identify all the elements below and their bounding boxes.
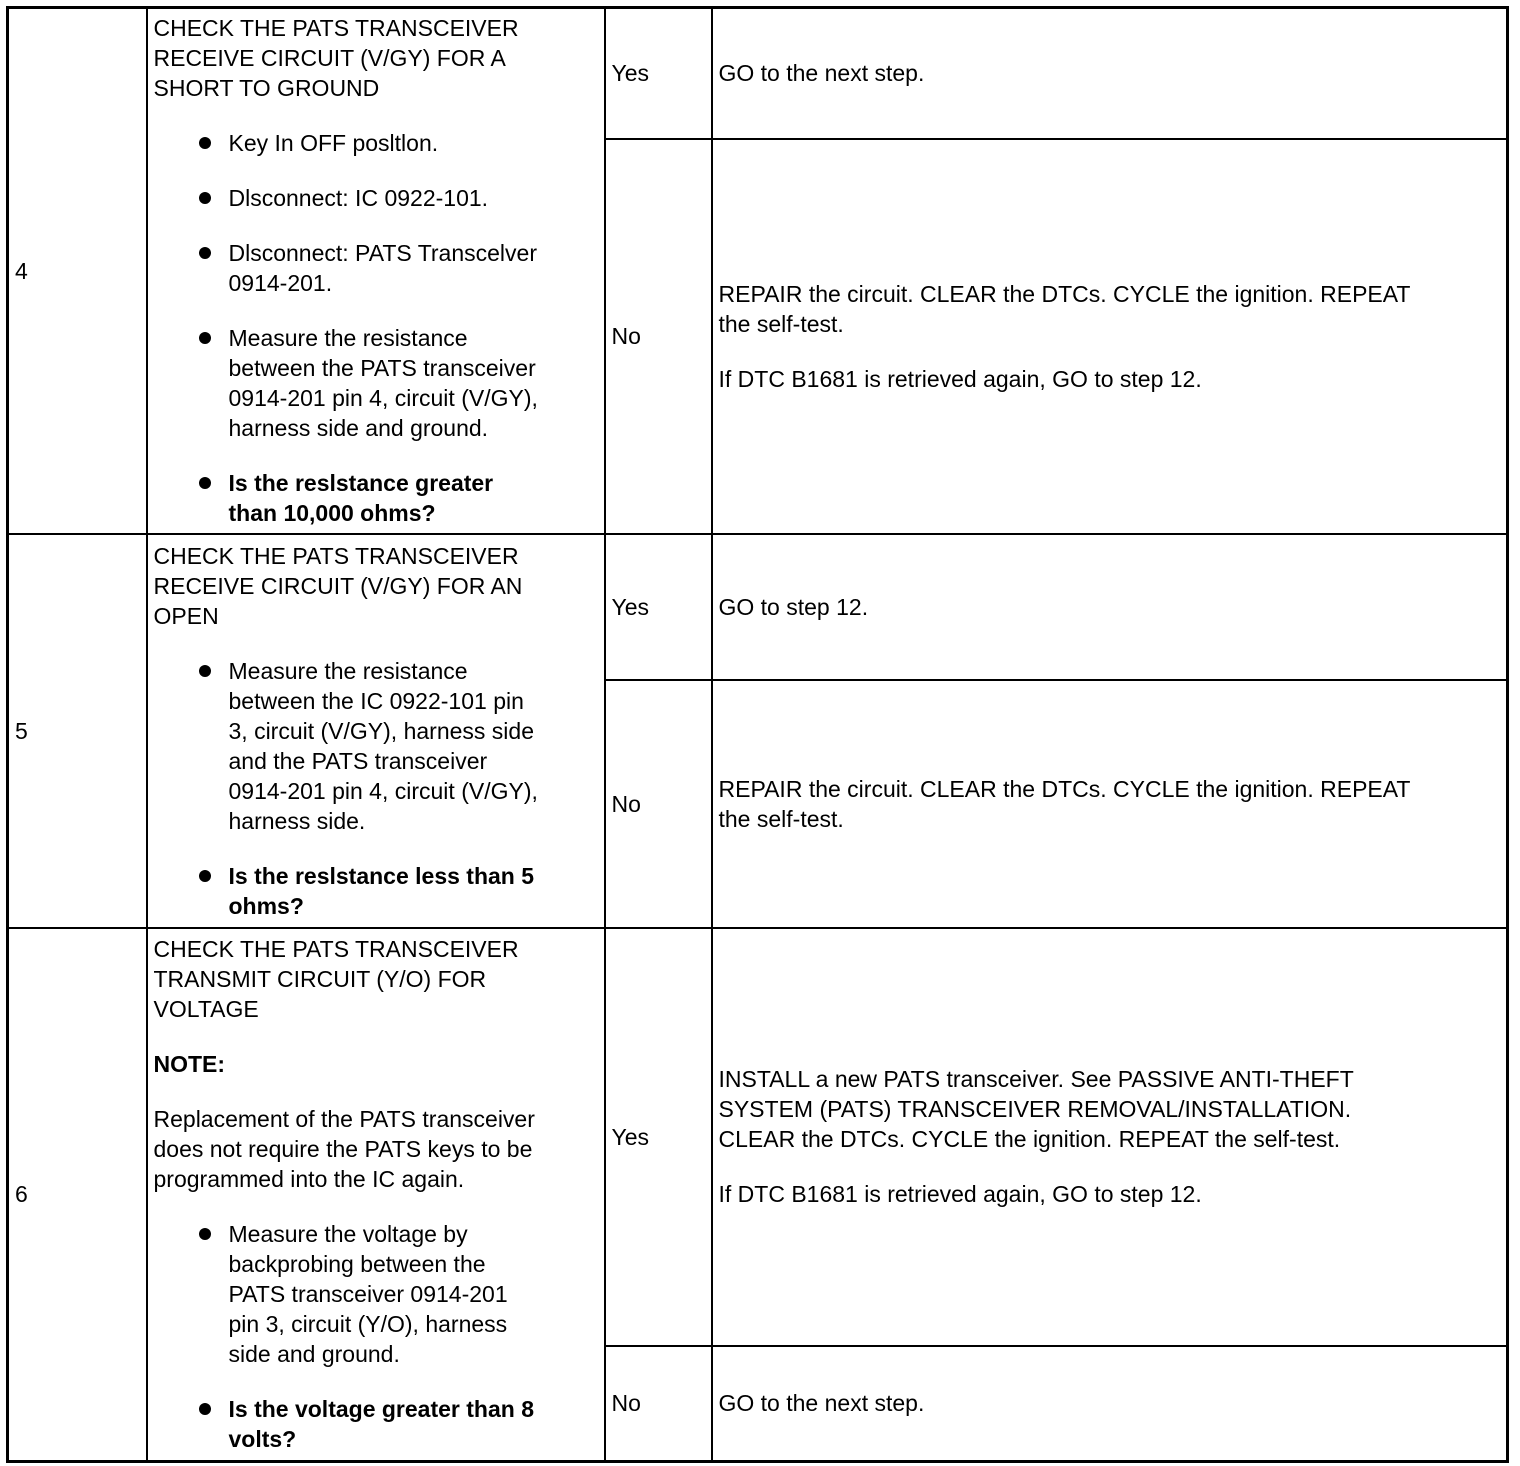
step-check-cell: [147, 534, 605, 928]
yes-action: [712, 928, 1508, 1346]
step-bullet-list: [154, 128, 598, 528]
action-text: INSTALL a new PATS transceiver. See PASSIVE ANTI-THEFT SYSTEM (PATS) TRANSCEIVER REMOVAL/INSTALLATION. CLEAR the DTCs. CYCLE the ignition. REPEAT the self-test.: [718, 1066, 1354, 1152]
step-bullet: Measure the voltage by backprobing between the PATS transceiver 0914-201 pin 3, circuit (Y/O), harness side and ground.: [229, 1219, 598, 1369]
step-bullet: Measure the resistance between the PATS transceiver 0914-201 pin 4, circuit (V/GY), harness side and ground.: [229, 323, 598, 443]
step-question: Is the reslstance greater than 10,000 ohms?: [229, 468, 598, 528]
step-number: 4: [8, 8, 147, 534]
no-action: [712, 680, 1508, 928]
action-text: GO to the next step.: [718, 1390, 925, 1417]
action-text: GO to step 12.: [718, 593, 869, 620]
action-text: REPAIR the circuit. CLEAR the DTCs. CYCLE the ignition. REPEAT the self-test.: [718, 775, 1411, 832]
step-row-4-yes: [8, 8, 1508, 139]
step-bullet: Dlsconnect: IC 0922-101.: [229, 183, 598, 213]
action-text: GO to the next step.: [718, 60, 925, 87]
step-bullet: Measure the resistance between the IC 0922-101 pin 3, circuit (V/GY), harness side and the PATS transceiver 0914-201 pin 4, circuit (V/GY), harness side.: [229, 656, 598, 836]
no-action: [712, 1346, 1508, 1462]
note-text: Replacement of the PATS transceiver does not require the PATS keys to be programmed into the IC again.: [153, 1106, 535, 1193]
diagnostic-steps-table: [6, 6, 1509, 1463]
step-bullet: Key In OFF posltlon.: [229, 128, 598, 158]
step-title: CHECK THE PATS TRANSCEIVER RECEIVE CIRCUIT (V/GY) FOR AN OPEN: [153, 542, 523, 629]
note-label: NOTE:: [153, 1051, 226, 1078]
step-bullet-list: [154, 1219, 598, 1454]
step-number: 6: [8, 928, 147, 1462]
no-label: No: [605, 139, 712, 534]
yes-action: [712, 8, 1508, 139]
step-row-6-yes: [8, 928, 1508, 1346]
step-bullet: Dlsconnect: PATS Transcelver 0914-201.: [229, 238, 598, 298]
step-title: CHECK THE PATS TRANSCEIVER RECEIVE CIRCUIT (V/GY) FOR A SHORT TO GROUND: [153, 15, 519, 102]
action-text: REPAIR the circuit. CLEAR the DTCs. CYCLE the ignition. REPEAT the self-test.: [718, 280, 1411, 337]
yes-action: [712, 534, 1508, 680]
step-row-5-yes: [8, 534, 1508, 680]
no-action: [712, 139, 1508, 534]
yes-label: Yes: [605, 8, 712, 139]
action-text: If DTC B1681 is retrieved again, GO to step 12.: [718, 1181, 1202, 1207]
yes-label: Yes: [605, 928, 712, 1346]
step-number: 5: [8, 534, 147, 928]
step-question: Is the voltage greater than 8 volts?: [229, 1394, 598, 1454]
step-check-cell: [147, 8, 605, 534]
step-check-cell: [147, 928, 605, 1462]
step-question: Is the reslstance less than 5 ohms?: [229, 861, 598, 921]
step-bullet-list: [154, 656, 598, 921]
action-text: If DTC B1681 is retrieved again, GO to step 12.: [718, 365, 1202, 392]
no-label: No: [605, 1346, 712, 1462]
step-title: CHECK THE PATS TRANSCEIVER TRANSMIT CIRCUIT (Y/O) FOR VOLTAGE: [153, 936, 519, 1023]
yes-label: Yes: [605, 534, 712, 680]
no-label: No: [605, 680, 712, 928]
